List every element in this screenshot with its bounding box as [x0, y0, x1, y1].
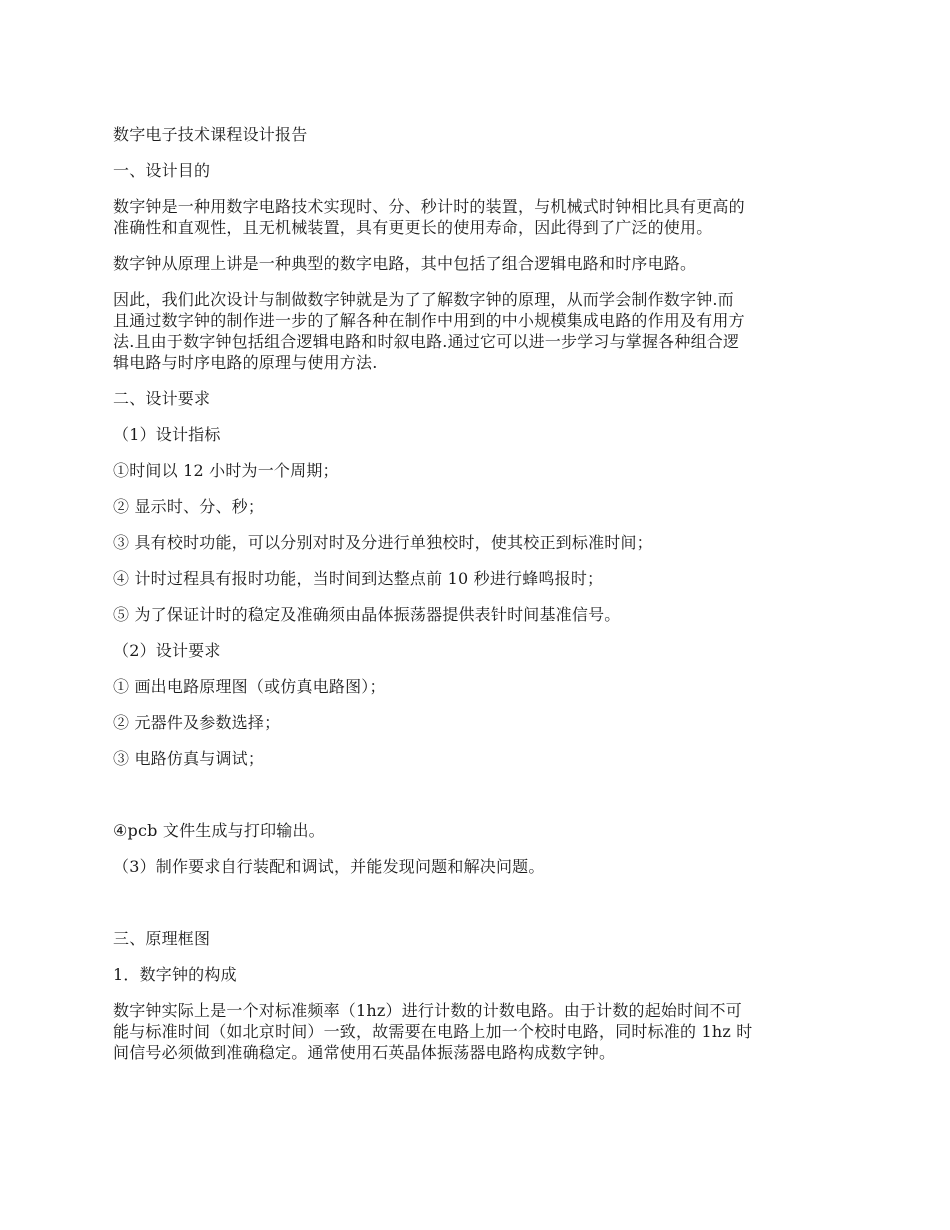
document-page — [113, 124, 843, 1063]
paragraph-clock-composition — [113, 1000, 843, 1063]
paragraph-line: 准确性和直观性，且无机械装置，具有更更长的使用寿命，因此得到了广泛的使用。 — [113, 218, 713, 237]
list-item: ④ 计时过程具有报时功能，当时间到达整点前 10 秒进行蜂鸣报时； — [113, 569, 604, 588]
section-heading-block-diagram: 三、原理框图 — [113, 929, 211, 948]
paragraph-purpose — [113, 289, 843, 373]
paragraph-intro — [113, 196, 843, 238]
document-title: 数字电子技术课程设计报告 — [113, 125, 308, 144]
list-item: ③ 具有校时功能，可以分别对时及分进行单独校时，使其校正到标准时间； — [113, 533, 653, 552]
paragraph-line: 数字钟是一种用数字电路技术实现时、分、秒计时的装置，与机械式时钟相比具有更高的 — [113, 197, 745, 216]
paragraph-principle: 数字钟从原理上讲是一种典型的数字电路，其中包括了组合逻辑电路和时序电路。 — [113, 254, 697, 273]
paragraph-line: 辑电路与时序电路的原理与使用方法. — [113, 353, 378, 372]
paragraph-line: 数字钟实际上是一个对标准频率（1hz）进行计数的计数电路。由于计数的起始时间不可 — [113, 1001, 742, 1020]
paragraph-line: 能与标准时间（如北京时间）一致，故需要在电路上加一个校时电路，同时标准的 1hz 时 — [113, 1022, 753, 1041]
paragraph-line: 间信号必须做到准确稳定。通常使用石英晶体振荡器电路构成数字钟。 — [113, 1043, 616, 1062]
list-item: ③ 电路仿真与调试； — [113, 749, 265, 768]
subheading-production-requirements: （3）制作要求自行装配和调试，并能发现问题和解决问题。 — [113, 857, 545, 876]
subheading-clock-composition: 1．数字钟的构成 — [113, 965, 237, 984]
paragraph-line: 且通过数字钟的制作进一步的了解各种在制作中用到的中小规模集成电路的作用及有用方 — [113, 311, 745, 330]
subheading-design-requirements: （2）设计要求 — [113, 641, 221, 660]
section-heading-design-purpose: 一、设计目的 — [113, 161, 211, 180]
list-item: ② 元器件及参数选择； — [113, 713, 281, 732]
paragraph-line: 因此，我们此次设计与制做数字钟就是为了了解数字钟的原理，从而学会制作数字钟.而 — [113, 290, 734, 309]
list-item: ① 画出电路原理图（或仿真电路图）； — [113, 677, 386, 696]
list-item: ①时间以 12 小时为一个周期； — [113, 461, 339, 480]
subheading-design-indicators: （1）设计指标 — [113, 425, 221, 444]
paragraph-line: 法.且由于数字钟包括组合逻辑电路和时叙电路.通过它可以进一步学习与掌握各种组合逻 — [113, 332, 740, 351]
list-item: ⑤ 为了保证计时的稳定及准确须由晶体振荡器提供表针时间基准信号。 — [113, 605, 621, 624]
list-item: ② 显示时、分、秒； — [113, 497, 265, 516]
section-heading-design-requirements: 二、设计要求 — [113, 389, 211, 408]
list-item: ④pcb 文件生成与打印输出。 — [113, 821, 325, 840]
